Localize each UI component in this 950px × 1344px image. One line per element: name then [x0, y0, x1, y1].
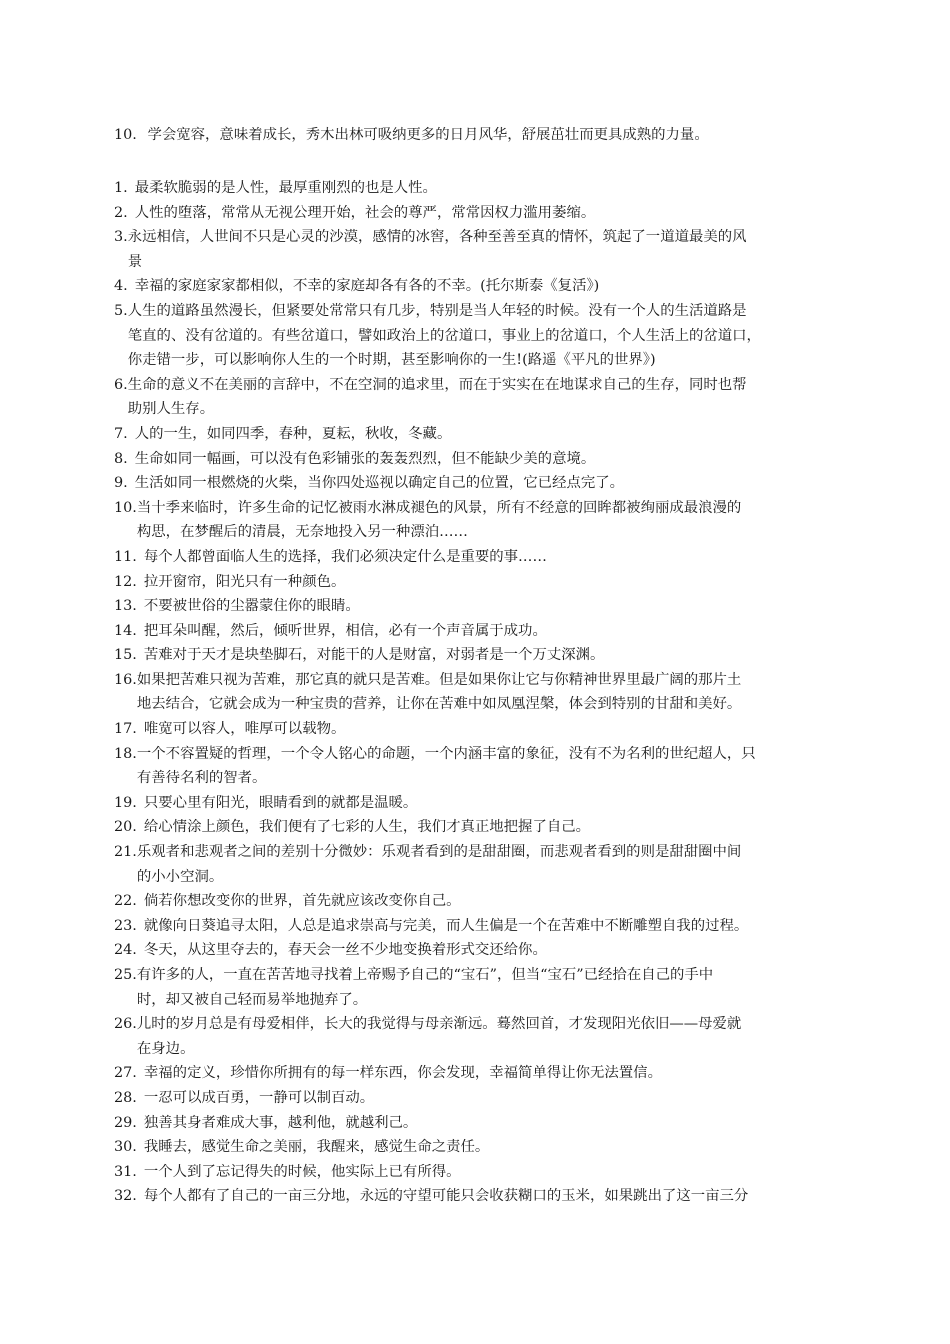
item-number: 24.	[114, 942, 137, 959]
item-text	[144, 1061, 839, 1086]
item-number: 25.	[114, 967, 137, 983]
item-text	[128, 225, 839, 274]
item-number: 16.	[114, 671, 137, 688]
item-text	[135, 274, 839, 299]
lead-paragraph	[114, 123, 854, 147]
item-number: 31.	[114, 1163, 137, 1180]
item-text-line: 景	[127, 253, 143, 270]
list-item	[114, 594, 839, 619]
item-number: 17.	[114, 721, 137, 738]
item-text-line: 只要心里有阳光，眼睛看到的就都是温暖。	[143, 794, 418, 811]
item-text-line: 生命的意义不在美丽的言辞中，不在空洞的追求里，而在于实实在在地谋求自己的生存，同时也帮	[127, 376, 747, 393]
list-item	[114, 938, 839, 963]
item-text	[144, 914, 839, 939]
item-text-line: 把耳朵叫醒，然后，倾听世界，相信，必有一个声音属于成功。	[143, 622, 547, 639]
item-text	[144, 594, 839, 619]
item-number: 13.	[114, 598, 137, 615]
item-text-line: 乐观者和悲观者之间的差别十分微妙：乐观者看到的是甜甜圈，而悲观者看到的则是甜甜圈中间	[136, 844, 742, 861]
item-number: 18.	[114, 745, 137, 762]
item-text-line: 每个人都有了自己的一亩三分地，永远的守望可能只会收获糊口的玉米，如果跳出了这一亩三分	[143, 1188, 749, 1205]
lead-number: 10.	[114, 127, 137, 143]
item-text	[144, 1160, 839, 1185]
item-text	[144, 570, 839, 595]
list-item	[114, 545, 839, 570]
item-number: 15.	[114, 647, 137, 664]
item-number: 3.	[114, 229, 128, 246]
item-text-line: 人性的堕落，常常从无视公理开始，社会的尊严，常常因权力滥用萎缩。	[134, 204, 596, 221]
list-item	[114, 471, 839, 496]
item-text	[144, 938, 839, 963]
item-text-line: 拉开窗帘，阳光只有一种颜色。	[143, 573, 346, 590]
item-number: 2.	[114, 204, 128, 221]
list-item	[114, 422, 839, 447]
item-text	[144, 1086, 839, 1111]
list-item	[114, 447, 839, 472]
item-text-line: 如果把苦难只视为苦难，那它真的就只是苦难。但是如果你让它与你精神世界里最广阔的那片土	[136, 671, 742, 688]
item-number: 26.	[114, 1016, 137, 1033]
list-item	[114, 717, 839, 742]
list-item	[114, 742, 839, 791]
item-text-line: 倘若你想改变你的世界，首先就应该改变你自己。	[143, 893, 461, 910]
item-number: 21.	[114, 844, 137, 861]
item-text-line: 构思，在梦醒后的清晨，无奈地投入另一种漂泊……	[136, 524, 468, 541]
item-text	[144, 717, 839, 742]
item-text	[144, 791, 839, 816]
item-text-line: 冬天，从这里夺去的，春天会一丝不少地变换着形式交还给你。	[143, 942, 547, 959]
item-text	[135, 422, 839, 447]
list-item	[114, 1160, 839, 1185]
list-item	[114, 914, 839, 939]
item-number: 5.	[114, 302, 128, 319]
item-text-line: 时，却又被自己轻而易举地抛弃了。	[136, 991, 368, 1008]
item-number: 10.	[114, 499, 137, 516]
item-number: 30.	[114, 1139, 137, 1156]
list-item	[114, 299, 839, 373]
item-text	[137, 840, 839, 889]
item-text-line: 笔直的、没有岔道的。有些岔道口，譬如政治上的岔道口，事业上的岔道口，个人生活上的岔道口，	[127, 327, 761, 344]
item-text-line: 每个人都曾面临人生的选择，我们必须决定什么是重要的事……	[143, 548, 547, 565]
list-item	[114, 840, 839, 889]
item-text-line: 不要被世俗的尘嚣蒙住你的眼睛。	[143, 598, 360, 615]
item-text-line: 当十季来临时，许多生命的记忆被雨水淋成褪色的风景，所有不经意的回眸都被绚丽成最浪漫的	[136, 499, 742, 516]
item-text-line: 儿时的岁月总是有母爱相伴，长大的我觉得与母亲渐远。蓦然回首，才发现阳光依旧——母爱就	[136, 1016, 742, 1033]
item-text-line: 苦难对于天才是块垫脚石，对能干的人是财富，对弱者是一个万丈深渊。	[143, 647, 605, 664]
item-text-line: 在身边。	[136, 1040, 195, 1057]
item-text-line: 一忍可以成百勇，一静可以制百动。	[143, 1089, 375, 1106]
item-text-line: 助别人生存。	[127, 401, 215, 418]
item-text-line: 的小小空洞。	[136, 868, 224, 885]
item-number: 32.	[114, 1188, 137, 1205]
item-text	[128, 373, 839, 422]
item-text	[144, 643, 839, 668]
item-number: 6.	[114, 376, 128, 393]
item-text	[137, 742, 839, 791]
quote-list	[114, 176, 839, 1209]
item-number: 4.	[114, 278, 128, 295]
item-text-line: 一个不容置疑的哲理，一个令人铭心的命题，一个内涵丰富的象征，没有不为名利的世纪超人，只	[136, 745, 756, 762]
list-item	[114, 496, 839, 545]
item-text	[137, 496, 839, 545]
list-item	[114, 889, 839, 914]
list-item	[114, 815, 839, 840]
item-text-line: 有许多的人，一直在苦苦地寻找着上帝赐予自己的“宝石”，但当“宝石”已经拾在自己的手中	[136, 967, 714, 983]
item-text-line: 一个人到了忘记得失的时候，他实际上已有所得。	[143, 1163, 461, 1180]
item-number: 29.	[114, 1114, 137, 1131]
item-number: 22.	[114, 893, 137, 910]
list-item	[114, 201, 839, 226]
item-text	[144, 1135, 839, 1160]
item-text-line: 独善其身者难成大事，越利他，就越利己。	[143, 1114, 418, 1131]
list-item	[114, 619, 839, 644]
list-item	[114, 643, 839, 668]
item-number: 20.	[114, 819, 137, 836]
item-number: 11.	[114, 548, 137, 565]
item-text	[135, 201, 839, 226]
item-number: 23.	[114, 917, 137, 934]
item-text-line: 有善待名利的智者。	[136, 770, 267, 787]
item-number: 27.	[114, 1065, 137, 1082]
item-number: 1.	[114, 180, 128, 196]
item-number: 28.	[114, 1089, 137, 1106]
list-item	[114, 1012, 839, 1061]
item-text-line: 地去结合，它就会成为一种宝贵的营养，让你在苦难中如凤凰涅槃，体会到特别的甘甜和美好。	[136, 696, 742, 713]
list-item	[114, 963, 839, 1012]
item-text	[144, 1184, 839, 1209]
list-item	[114, 373, 839, 422]
item-text-line: 生命如同一幅画，可以没有色彩铺张的轰轰烈烈，但不能缺少美的意境。	[134, 450, 596, 467]
list-item	[114, 1086, 839, 1111]
item-number: 19.	[114, 794, 137, 811]
item-text	[144, 889, 839, 914]
item-text	[137, 668, 839, 717]
item-text-line: 唯宽可以容人，唯厚可以载物。	[143, 721, 346, 738]
lead-text: 学会宽容，意味着成长，秀木出林可吸纳更多的日月风华，舒展茁壮而更具成熟的力量。	[147, 127, 709, 143]
list-item	[114, 791, 839, 816]
item-text	[144, 1111, 839, 1136]
item-text-line: 永远相信，人世间不只是心灵的沙漠，感情的冰窖，各种至善至真的情怀，筑起了一道道最美的风	[127, 229, 747, 246]
list-item	[114, 570, 839, 595]
item-text-line: 最柔软脆弱的是人性，最厚重刚烈的也是人性。	[134, 180, 437, 196]
item-text-line: 就像向日葵追寻太阳，人总是追求崇高与完美，而人生偏是一个在苦难中不断雕塑自我的过程。	[143, 917, 749, 934]
item-text-line: 幸福的家庭家家都相似，不幸的家庭却各有各的不幸。(托尔斯泰《复活》)	[134, 278, 600, 295]
item-number: 14.	[114, 622, 137, 639]
item-text-line: 你走错一步，可以影响你人生的一个时期，甚至影响你的一生!(路遥《平凡的世界》)	[127, 352, 656, 369]
item-text	[135, 176, 839, 201]
item-text-line: 给心情涂上颜色，我们便有了七彩的人生，我们才真正地把握了自己。	[143, 819, 591, 836]
list-item	[114, 1135, 839, 1160]
item-text-line: 生活如同一根燃烧的火柴，当你四处巡视以确定自己的位置，它已经点完了。	[134, 475, 625, 492]
item-text-line: 幸福的定义，珍惜你所拥有的每一样东西，你会发现，幸福简单得让你无法置信。	[143, 1065, 662, 1082]
list-item	[114, 274, 839, 299]
item-number: 7.	[114, 425, 128, 442]
item-text-line: 我睡去，感觉生命之美丽，我醒来，感觉生命之责任。	[143, 1139, 490, 1156]
list-item	[114, 668, 839, 717]
item-text	[135, 471, 839, 496]
list-item	[114, 176, 839, 201]
item-text-line: 人的一生，如同四季，春种，夏耘，秋收，冬藏。	[134, 425, 452, 442]
list-item	[114, 1184, 839, 1209]
list-item	[114, 1111, 839, 1136]
item-text	[135, 447, 839, 472]
item-text	[137, 1012, 839, 1061]
item-number: 8.	[114, 450, 128, 467]
list-item	[114, 1061, 839, 1086]
list-item	[114, 225, 839, 274]
item-text-line: 人生的道路虽然漫长，但紧要处常常只有几步，特别是当人年轻的时候。没有一个人的生活道路是	[127, 302, 747, 319]
item-text	[144, 545, 839, 570]
item-text	[128, 299, 839, 373]
item-text	[137, 963, 839, 1012]
item-number: 12.	[114, 573, 137, 590]
item-text	[144, 619, 839, 644]
item-text	[144, 815, 839, 840]
item-number: 9.	[114, 475, 128, 492]
